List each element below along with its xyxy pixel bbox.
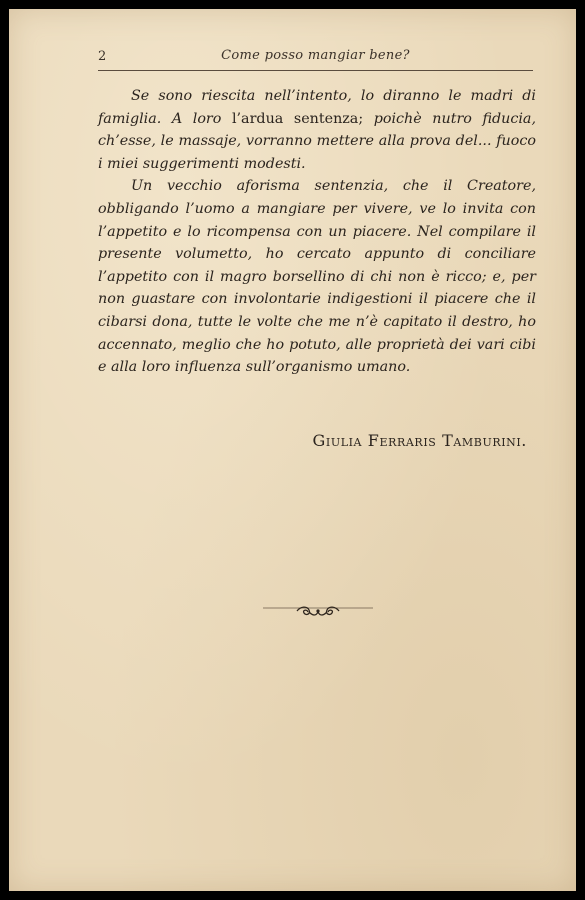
- running-title: Come posso mangiar bene?: [221, 48, 410, 63]
- page-header: [98, 45, 533, 71]
- scroll-flourish-ornament: [263, 601, 373, 621]
- paragraph-1-upright-phrase: l’ardua sentenza;: [231, 110, 364, 127]
- paragraph-2: Un vecchio aforisma sentenzia, che il Creatore, obbligando l’uomo a mangiare per vivere, ve lo invita con l’appetito e lo ricompensa con un piacere. Nel compilare il presente volumetto, ho cercato appunto di conciliare l’appetito con il magro borsellino di chi non è ricco; e, per non guastare con involontarie indigestioni il piacere che il cibarsi dona, tutte le volte che me n’è capitato il destro, ho accennato, meglio che ho potuto, alle proprietà dei vari cibi e alla loro influenza sull’organismo umano.: [98, 178, 536, 376]
- author-signature: Giulia Ferraris Tamburini.: [312, 431, 527, 450]
- header-rule: [98, 70, 533, 71]
- paragraph-1-part-1: Se sono riescita nell’intento, lo diranno le madri di famiglia. A loro: [98, 88, 536, 127]
- book-page: [9, 9, 576, 891]
- paragraph-1: [98, 85, 536, 175]
- body-text: [98, 85, 536, 379]
- page-number: 2: [98, 49, 107, 64]
- paragraph-1-part-3: poichè nutro fiducia, ch’esse, le massaje, vorranno mettere alla prova del... fuoco i miei suggerimenti modesti.: [98, 110, 536, 172]
